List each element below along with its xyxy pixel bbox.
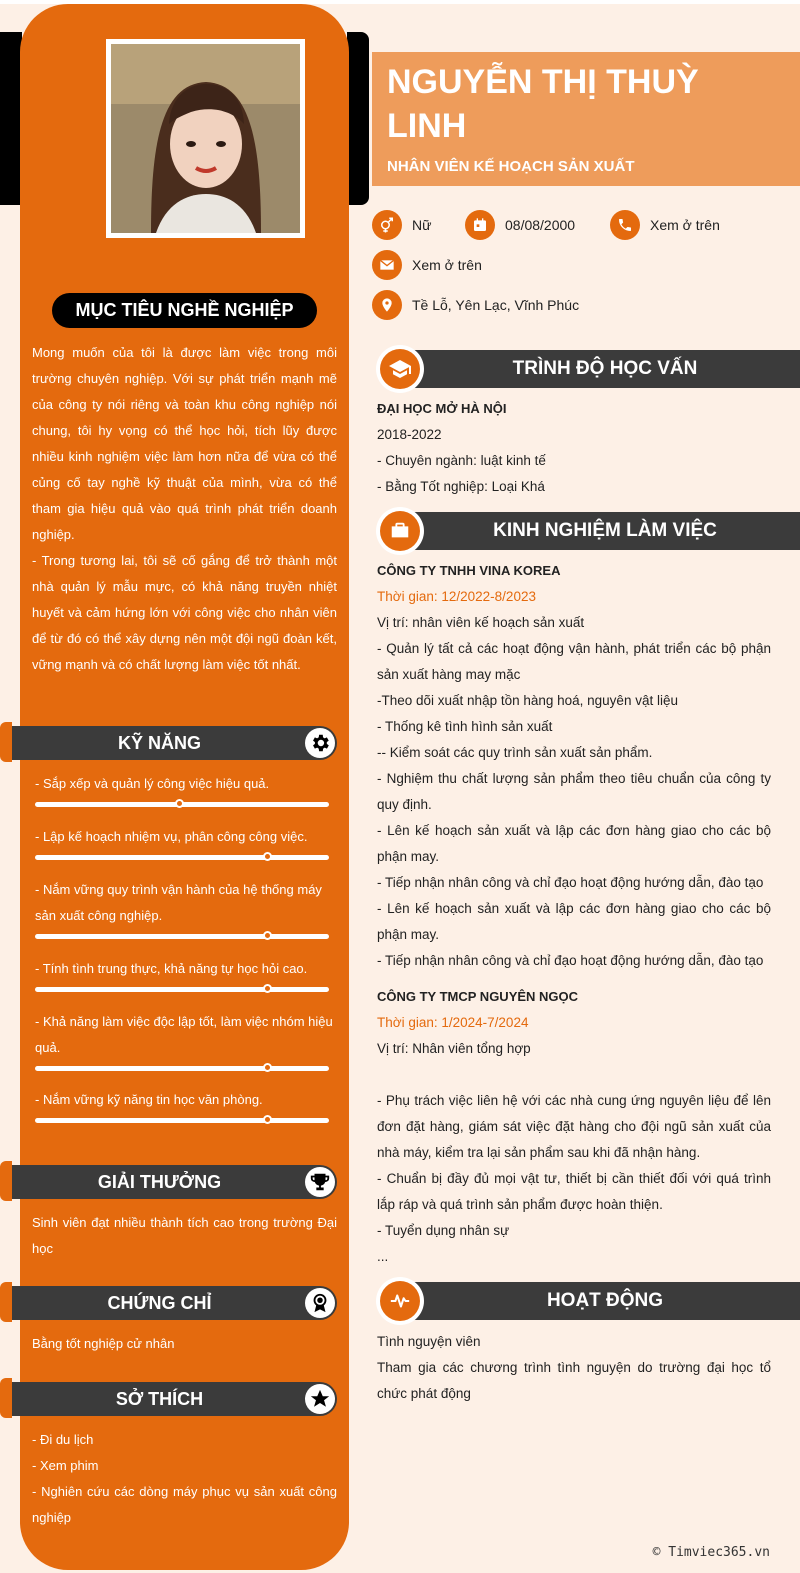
hobbies-list [32,1427,337,1531]
school-degree: - Bằng Tốt nghiệp: Loại Khá [377,479,545,494]
experience-header: KINH NGHIỆM LÀM VIỆC [400,512,800,550]
skill-item: - Lập kế hoạch nhiệm vụ, phân công công việc. [35,829,308,844]
skill-bar [35,1118,329,1123]
job-detail: -Theo dõi xuất nhập tồn hàng hoá, nguyên vật liệu [377,693,678,708]
objective-paragraph-1: Mong muốn của tôi là được làm việc trong môi trường chuyên nghiệp. Với sự phát triển mạnh mẽ của công ty nói riêng và toàn khu công nghiệp nói chung, tôi hy vọng có thể học hỏi, tích lũy được nhiều kinh nghiệm việc làm hơn nữa để vừa có thể củng cố tay nghề kỹ thuật của mình, vừa có thể tham gia hiệu quả vào quá trình phát triển doanh nghiệp. [32,345,337,542]
objective-paragraph-2: - Trong tương lai, tôi sẽ cố gắng để trở thành một nhà quản lý mẫu mực, có khả năng truyền nhiệt huyết và cảm hứng lớn với công việc cho nhân viên để từ đó có thể xây dựng nên một đội ngũ đoàn kết, vững mạnh và có chất lượng làm việc tốt nhất. [32,553,337,672]
job-detail: - Lên kế hoạch sản xuất và lập các đơn hàng giao cho các bộ phận may. [377,901,771,942]
job-title: NHÂN VIÊN KẾ HOẠCH SẢN XUẤT [387,158,635,175]
spacer [377,1062,771,1088]
name-header [372,52,800,186]
certificates-header [12,1286,337,1320]
skill-level-marker [263,931,272,940]
job-detail: - Chuẩn bị đầy đủ mọi vật tư, thiết bị cần thiết đối với quá trình lắp ráp và quá trình sản phẩm được hoàn thiện. [377,1171,771,1212]
job-detail: - Tiếp nhận nhân công và chỉ đạo hoạt động hướng dẫn, đào tạo [377,875,764,890]
job-detail: - Phụ trách việc liên hệ với các nhà cung ứng nguyên liệu để lên đơn đặt hàng, giám sát việc đặt hàng cho đội ngũ sản xuất của nhà máy, kiểm tra lại sản phẩm sau khi đã nhận hàng. [377,1093,771,1160]
email-icon [372,250,402,280]
job-detail: - Thống kê tình hình sản xuất [377,719,553,734]
calendar-icon [465,210,495,240]
hobby-item: - Xem phim [32,1458,99,1473]
skill-item: - Sắp xếp và quản lý công việc hiệu quả. [35,776,270,791]
skill-bar [35,987,329,992]
skill-bar [35,934,329,939]
education-icon-frame [376,345,424,393]
awards-header [12,1165,337,1199]
job-position: Vị trí: Nhân viên tổng hợp [377,1041,531,1056]
hobby-item: - Nghiên cứu các dòng máy phục vụ sản xuất công nghiệp [32,1484,337,1525]
job-company: CÔNG TY TNHH VINA KOREA [377,563,561,578]
job-detail: - Lên kế hoạch sản xuất và lập các đơn hàng giao cho các bộ phận may. [377,823,771,864]
job-detail: ... [377,1249,389,1264]
skill-item: - Nắm vững quy trình vận hành của hệ thống máy sản xuất công nghiệp. [35,882,322,923]
activities-section [377,1329,771,1407]
full-name: NGUYỄN THỊ THUỲ LINH [387,63,699,145]
experience-job-2 [377,984,771,1270]
briefcase-icon [380,511,420,551]
activity-name: Tình nguyện viên [377,1334,481,1349]
avatar [111,44,300,233]
birthday-text: 08/08/2000 [505,217,576,233]
gear-icon [305,728,335,758]
skill-item: - Nắm vững kỹ năng tin học văn phòng. [35,1092,263,1107]
job-detail: -- Kiểm soát các quy trình sản xuất sản phẩm. [377,745,653,760]
trophy-icon [305,1167,335,1197]
job-position: Vị trí: nhân viên kế hoạch sản xuất [377,615,585,630]
school-years: 2018-2022 [377,427,442,442]
gender-text: Nữ [412,217,432,233]
certificates-title: CHỨNG CHỈ [107,1293,212,1313]
school-major: - Chuyên ngành: luật kinh tế [377,453,546,468]
objective-text [32,340,337,678]
skill-level-marker [263,1063,272,1072]
skill-item: - Tính tình trung thực, khả năng tự học hỏi cao. [35,961,308,976]
phone-icon [610,210,640,240]
avatar-frame [106,39,305,238]
activity-text: Tham gia các chương trình tình nguyện do trường đại học tổ chức phát động [377,1360,771,1401]
footer-credit: © Timviec365.vn [652,1545,770,1560]
job-detail: - Tiếp nhận nhân công và chỉ đạo hoạt động hướng dẫn, đào tạo [377,953,764,968]
job-detail: - Nghiệm thu chất lượng sản phẩm theo tiêu chuẩn của công ty quy định. [377,771,771,812]
activities-icon-frame [376,1277,424,1325]
job-time: Thời gian: 12/2022-8/2023 [377,589,536,604]
skill-item: - Khả năng làm việc độc lập tốt, làm việc nhóm hiệu quả. [35,1014,333,1055]
experience-icon-frame [376,507,424,555]
job-detail: - Tuyển dụng nhân sự [377,1223,510,1238]
awards-title: GIẢI THƯỞNG [97,1172,222,1192]
skill-bar [35,1066,329,1071]
certificates-text: Bằng tốt nghiệp cử nhân [32,1336,175,1351]
hobbies-header [12,1382,337,1416]
job-company: CÔNG TY TMCP NGUYÊN NGỌC [377,989,579,1004]
job-detail: - Quản lý tất cả các hoạt động vận hành, phát triển các bộ phận sản xuất hàng may mặc [377,641,771,682]
skills-title: KỸ NĂNG [117,733,201,753]
education-header: TRÌNH ĐỘ HỌC VẤN [400,350,800,388]
activities-header: HOẠT ĐỘNG [400,1282,800,1320]
certificates-tab [0,1282,12,1322]
skills-tab [0,722,12,762]
medal-icon [305,1288,335,1318]
pulse-icon [380,1281,420,1321]
skill-level-marker [263,1115,272,1124]
objective-title: MỤC TIÊU NGHỀ NGHIỆP [52,293,317,328]
hobbies-tab [0,1378,12,1418]
gender-icon [372,210,402,240]
star-icon [305,1384,335,1414]
skill-bar [35,802,329,807]
phone-text: Xem ở trên [650,217,720,233]
skill-bar [35,855,329,860]
awards-tab [0,1161,12,1201]
hobby-item: - Đi du lịch [32,1432,94,1447]
education-section [377,396,771,500]
graduation-cap-icon [380,349,420,389]
skill-level-marker [263,984,272,993]
location-icon [372,290,402,320]
skill-level-marker [175,799,184,808]
job-time: Thời gian: 1/2024-7/2024 [377,1015,529,1030]
skill-level-marker [263,852,272,861]
skills-header [12,726,337,760]
header-black-bar-left [0,32,22,205]
experience-job-1 [377,558,771,974]
awards-text: Sinh viên đạt nhiều thành tích cao trong trường Đại học [32,1215,337,1256]
hobbies-title: SỞ THÍCH [115,1389,204,1409]
address-text: Tề Lỗ, Yên Lạc, Vĩnh Phúc [412,297,580,313]
email-text: Xem ở trên [412,257,482,273]
header-black-bar-right [347,32,369,205]
school-name: ĐẠI HỌC MỞ HÀ NỘI [377,401,507,416]
